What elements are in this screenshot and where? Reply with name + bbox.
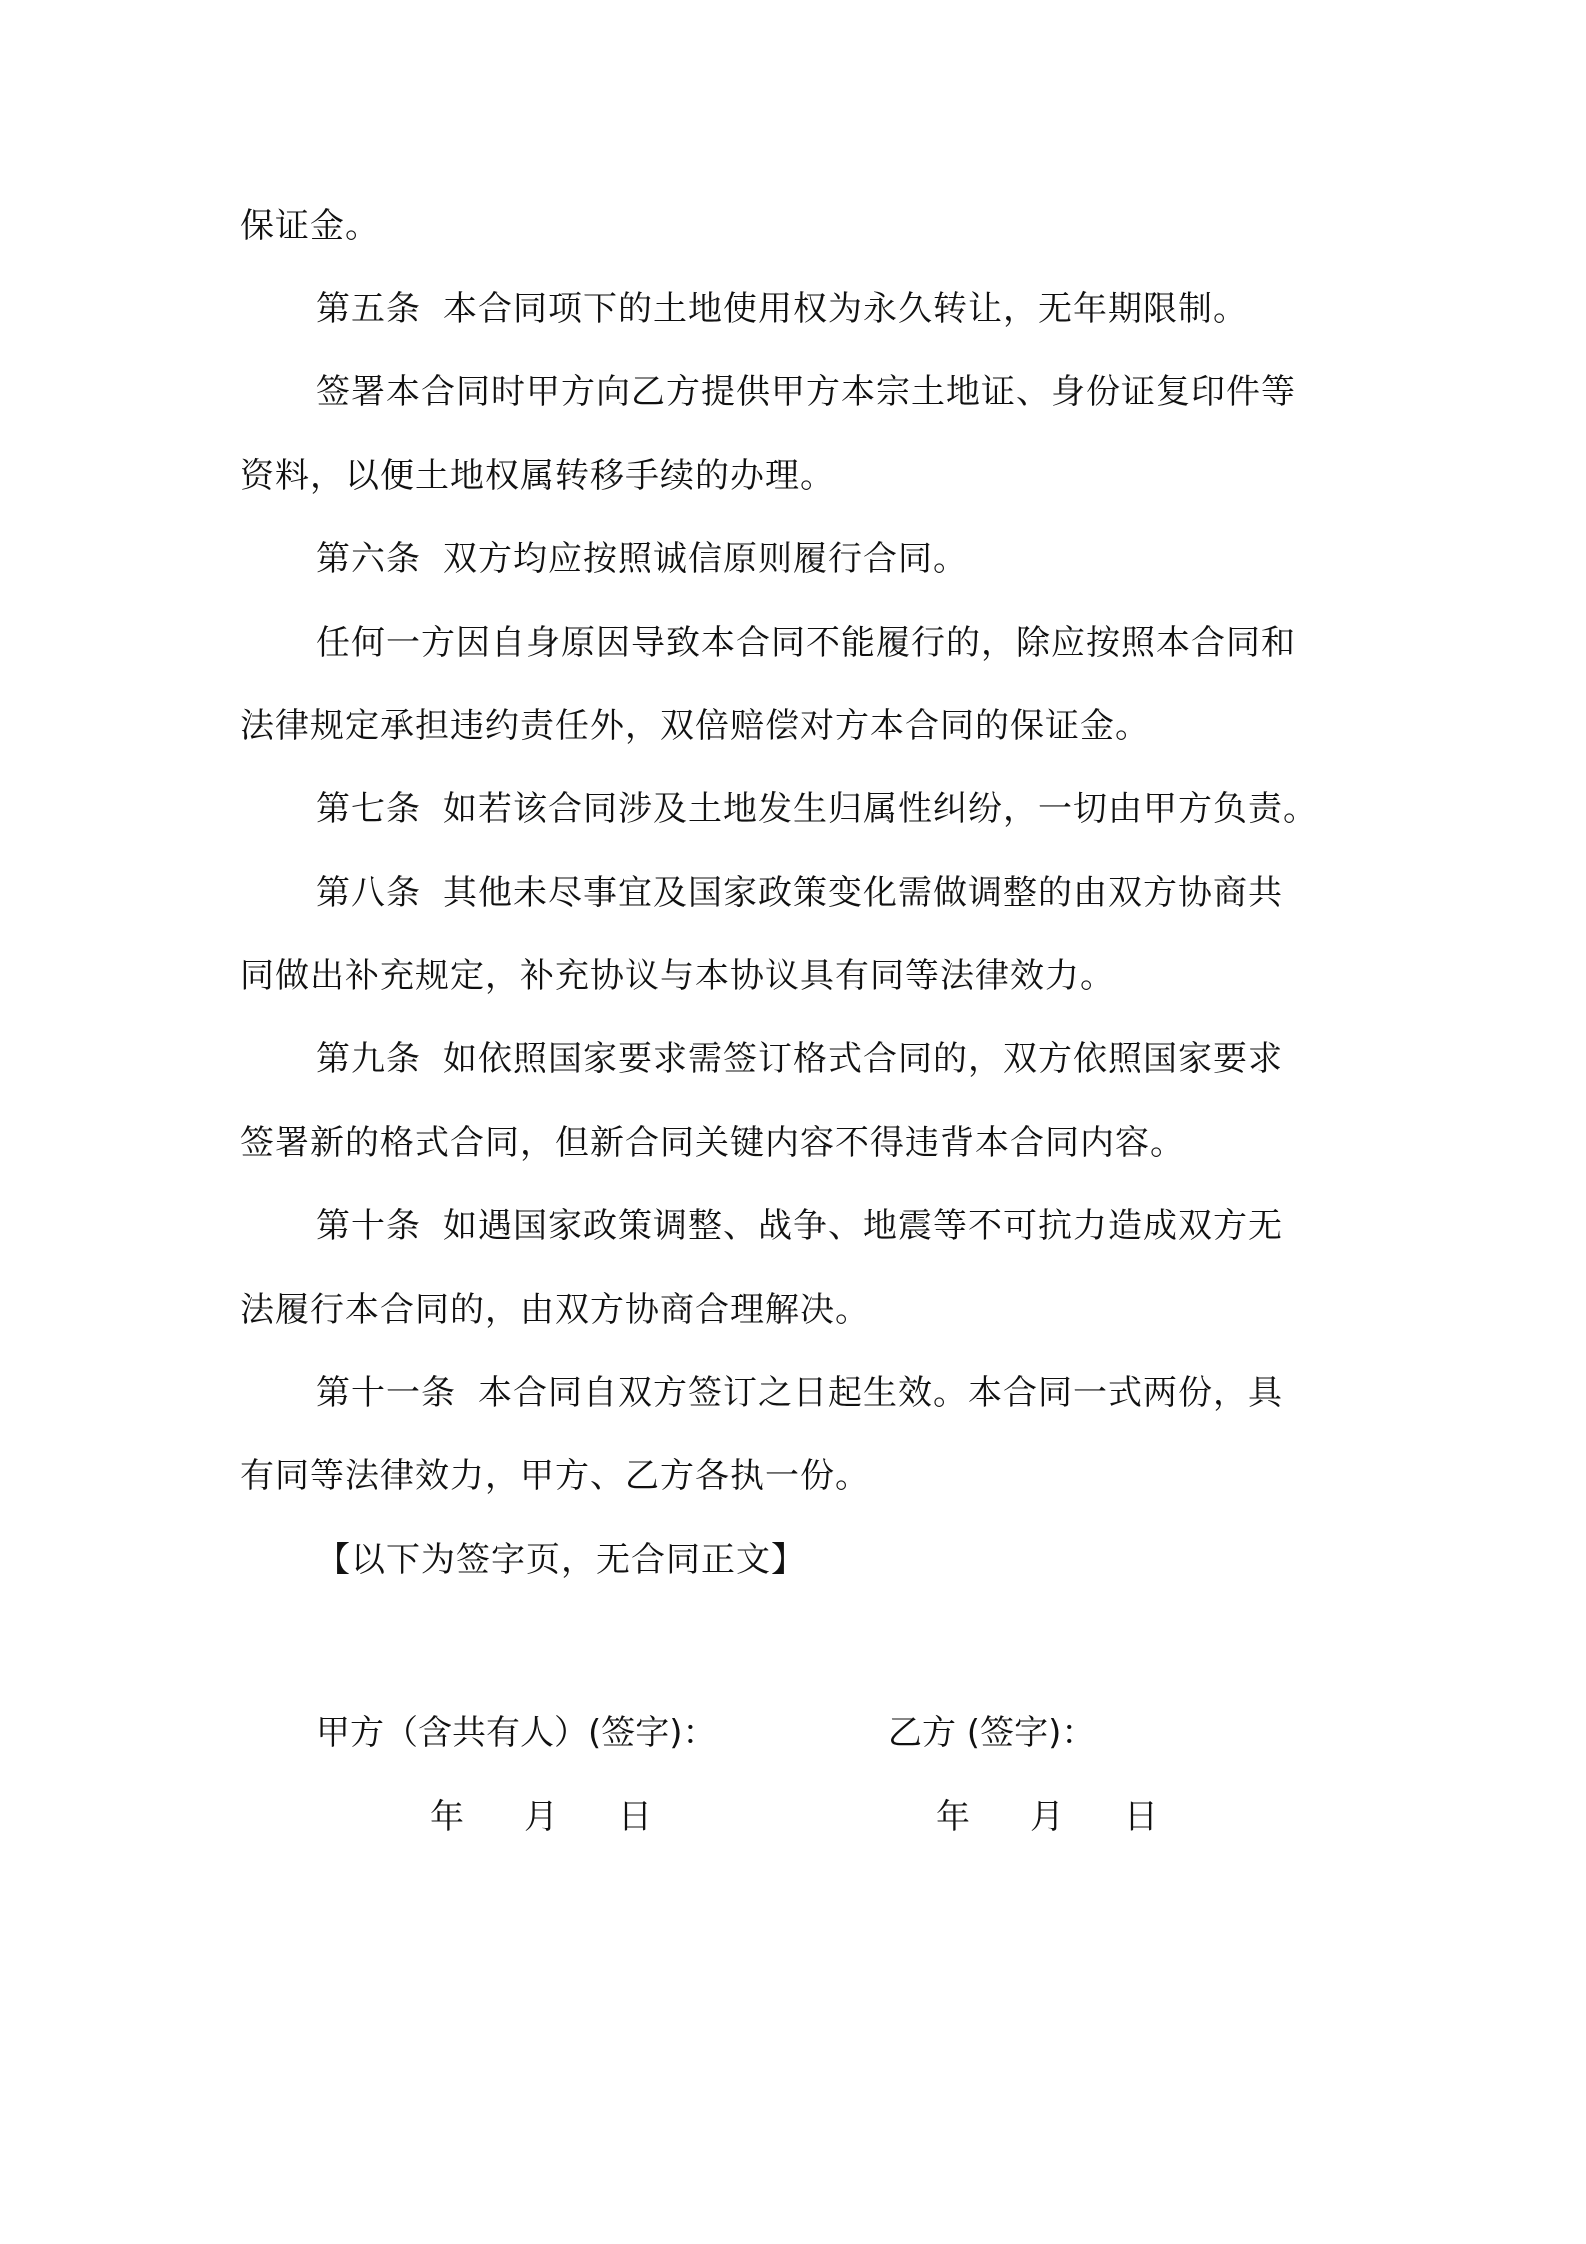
party-b-day: 日 bbox=[1124, 1797, 1158, 1837]
text-line: 有同等法律效力，甲方、乙方各执一份。 bbox=[240, 1456, 870, 1496]
party-a-year: 年 bbox=[430, 1797, 464, 1837]
text-line: 法履行本合同的，由双方协商合理解决。 bbox=[240, 1290, 870, 1330]
party-b-year: 年 bbox=[936, 1797, 970, 1837]
article-text: 如遇国家政策调整、战争、地震等不可抗力造成双方无 bbox=[443, 1206, 1283, 1246]
article-text: 双方均应按照诚信原则履行合同。 bbox=[443, 539, 968, 579]
text-line: 任何一方因自身原因导致本合同不能履行的，除应按照本合同和 bbox=[316, 623, 1296, 663]
article-5 bbox=[316, 288, 1360, 330]
text-line: 资料，以便土地权属转移手续的办理。 bbox=[240, 456, 835, 496]
article-number: 第八条 bbox=[316, 873, 421, 913]
party-a-signature-label: 甲方（含共有人）(签字)： bbox=[316, 1713, 717, 1753]
party-b-month: 月 bbox=[1030, 1797, 1064, 1837]
article-number: 第十一条 bbox=[316, 1373, 456, 1413]
article-number: 第十条 bbox=[316, 1206, 421, 1246]
article-11 bbox=[316, 1372, 1360, 1414]
text-line: 签署本合同时甲方向乙方提供甲方本宗土地证、身份证复印件等 bbox=[316, 372, 1296, 412]
article-number: 第六条 bbox=[316, 539, 421, 579]
article-number: 第七条 bbox=[316, 789, 421, 829]
article-number: 第九条 bbox=[316, 1039, 421, 1079]
signature-page-note: 【以下为签字页，无合同正文】 bbox=[316, 1540, 806, 1580]
text-line: 法律规定承担违约责任外，双倍赔偿对方本合同的保证金。 bbox=[240, 706, 1150, 746]
article-text: 本合同自双方签订之日起生效。本合同一式两份，具 bbox=[478, 1373, 1283, 1413]
article-7 bbox=[316, 788, 1360, 830]
party-b-signature-label: 乙方 (签字)： bbox=[888, 1713, 1096, 1753]
article-text: 如若该合同涉及土地发生归属性纠纷，一切由甲方负责。 bbox=[443, 789, 1318, 829]
article-10 bbox=[316, 1205, 1360, 1247]
article-text: 本合同项下的土地使用权为永久转让，无年期限制。 bbox=[443, 289, 1248, 329]
article-text: 如依照国家要求需签订格式合同的，双方依照国家要求 bbox=[443, 1039, 1283, 1079]
party-a-month: 月 bbox=[524, 1797, 558, 1837]
article-number: 第五条 bbox=[316, 289, 421, 329]
party-a-day: 日 bbox=[618, 1797, 652, 1837]
text-line: 签署新的格式合同，但新合同关键内容不得违背本合同内容。 bbox=[240, 1123, 1185, 1163]
article-text: 其他未尽事宜及国家政策变化需做调整的由双方协商共 bbox=[443, 873, 1283, 913]
article-8 bbox=[316, 872, 1360, 914]
text-line: 保证金。 bbox=[240, 206, 380, 246]
article-6 bbox=[316, 538, 1360, 580]
article-9 bbox=[316, 1038, 1360, 1080]
text-line: 同做出补充规定，补充协议与本协议具有同等法律效力。 bbox=[240, 956, 1115, 996]
